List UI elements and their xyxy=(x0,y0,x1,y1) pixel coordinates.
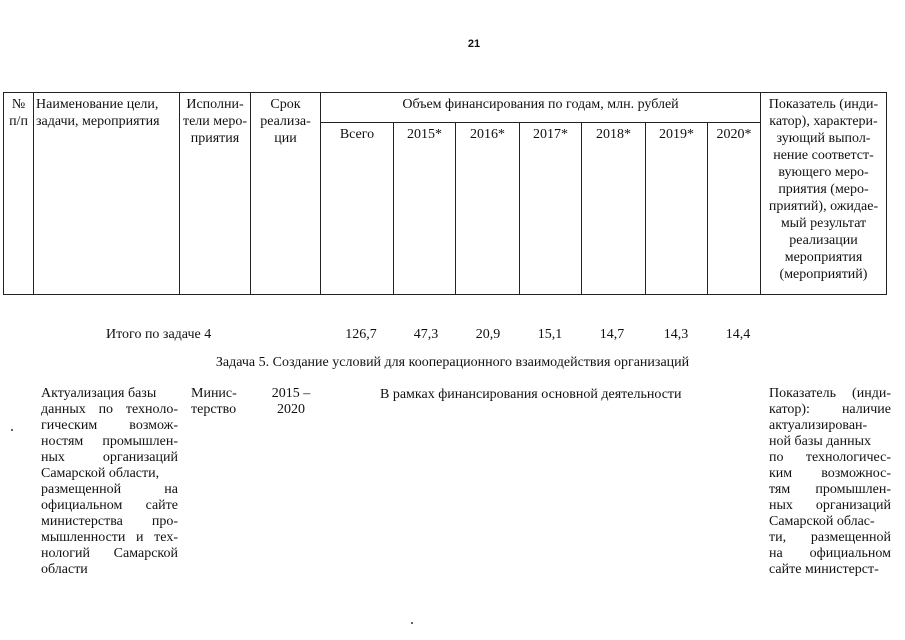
activity-description xyxy=(41,386,178,578)
activity-executor xyxy=(191,386,251,418)
activity-line: размещенной на xyxy=(41,482,178,497)
header-year: 2018* xyxy=(582,123,646,295)
scan-speck xyxy=(11,429,13,431)
activity-line: данных по техноло- xyxy=(41,402,178,417)
activity-line: министерства про- xyxy=(41,514,178,529)
header-name: Наименование цели, задачи, мероприятия xyxy=(34,93,180,295)
indicator-line: сайте министерст- xyxy=(769,562,879,577)
activity-line: гическим возмож- xyxy=(41,418,178,433)
activity-line: нологий Самарской xyxy=(41,546,178,561)
funding-note: В рамках финансирования основной деятельности xyxy=(380,387,682,402)
total-row-value: 14,3 xyxy=(663,327,689,342)
page-number: 21 xyxy=(467,38,481,50)
activity-line: официальном сайте xyxy=(41,498,178,513)
total-row-value: 14,4 xyxy=(725,327,751,342)
total-row-value: 15,1 xyxy=(537,327,563,342)
executor-line: терство xyxy=(191,402,237,417)
executor-line: Минис- xyxy=(191,386,237,401)
activity-line: области xyxy=(41,562,88,577)
term-line: 2020 xyxy=(277,402,305,417)
indicator-line: ти, размещенной xyxy=(769,530,891,545)
activity-line: ных организаций xyxy=(41,450,178,465)
total-row-total: 126,7 xyxy=(345,327,377,342)
activity-line: ностям промышлен- xyxy=(41,434,178,449)
total-row-label: Итого по задаче 4 xyxy=(106,327,212,342)
header-term: Срок реализа-ции xyxy=(251,93,321,295)
funding-table-header xyxy=(3,92,887,295)
header-year: 2017* xyxy=(520,123,582,295)
indicator-line: на официальном xyxy=(769,546,891,561)
header-year: 2015* xyxy=(394,123,456,295)
indicator-line: актуализирован- xyxy=(769,418,868,433)
total-row-value: 47,3 xyxy=(413,327,439,342)
total-row-value: 14,7 xyxy=(599,327,625,342)
activity-term xyxy=(262,386,320,418)
header-year: 2019* xyxy=(646,123,708,295)
scan-speck xyxy=(411,622,413,624)
header-indicator: Показатель (инди-катор), характери-зующий выпол-нение соответст-вующего меро-приятия (меро-приятий), ожидае-мый результат реализации мероприятия (мероприятий) xyxy=(761,93,887,295)
activity-line: мышленности и тех- xyxy=(41,530,178,545)
task-5-title: Задача 5. Создание условий для кооперационного взаимодействия организаций xyxy=(215,355,690,370)
indicator-description xyxy=(769,386,891,578)
indicator-line: тям промышлен- xyxy=(769,482,891,497)
activity-line: Актуализация базы xyxy=(41,386,157,401)
indicator-line: по технологичес- xyxy=(769,450,891,465)
indicator-line: Самарской облас- xyxy=(769,514,875,529)
indicator-line: катор): наличие xyxy=(769,402,891,417)
header-number: № п/п xyxy=(4,93,34,295)
activity-line: Самарской области, xyxy=(41,466,160,481)
header-year: 2016* xyxy=(456,123,520,295)
term-line: 2015 – xyxy=(271,386,311,401)
header-funding: Объем финансирования по годам, млн. рублей xyxy=(321,93,761,123)
header-total: Всего xyxy=(321,123,394,295)
indicator-line: ким возможнос- xyxy=(769,466,891,481)
total-row-value: 20,9 xyxy=(475,327,501,342)
indicator-line: Показатель (инди- xyxy=(769,386,891,401)
header-year: 2020* xyxy=(708,123,761,295)
indicator-line: ных организаций xyxy=(769,498,891,513)
header-executors: Исполни-тели меро-приятия xyxy=(180,93,251,295)
indicator-line: ной базы данных xyxy=(769,434,871,449)
